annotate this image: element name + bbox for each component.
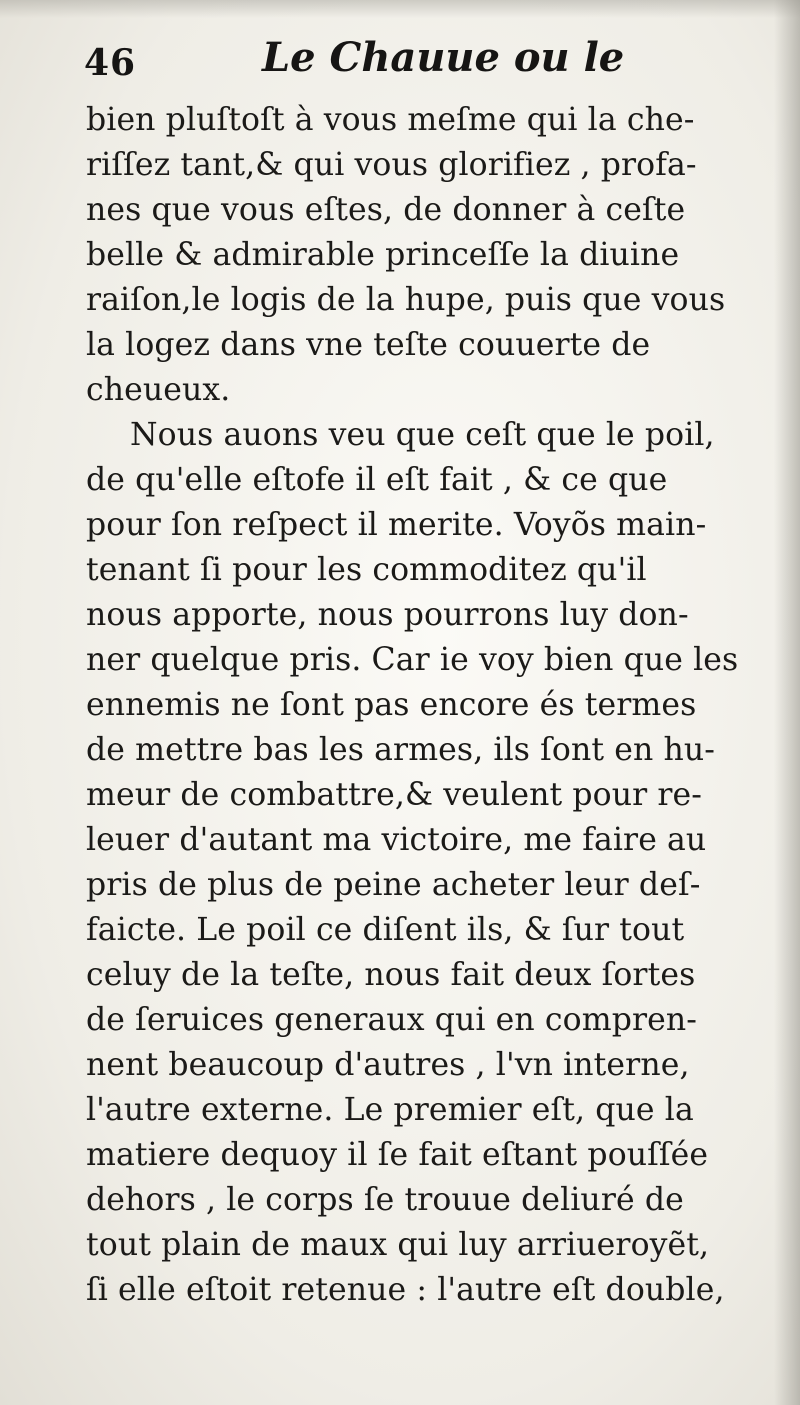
- text-line: cheueux.: [86, 372, 231, 408]
- text-line: matiere dequoy il ſe fait eſtant pouſſée: [86, 1137, 709, 1173]
- text-line: nous apporte, nous pourrons luy don-: [86, 597, 689, 633]
- text-line: faicte. Le poil ce diſent ils, & ſur tout: [86, 912, 685, 948]
- text-line: nes que vous eſtes, de donner à ceſte: [86, 192, 686, 228]
- text-line: riſſez tant,& qui vous glorifiez , profa-: [86, 147, 697, 183]
- text-line: belle & admirable princeſſe la diuine: [86, 237, 680, 273]
- text-line: de qu'elle eſtofe il eſt fait , & ce que: [86, 462, 668, 498]
- text-line: tenant ſi pour les commoditez qu'il: [86, 552, 647, 588]
- text-line: bien pluſtoſt à vous meſme qui la che-: [86, 102, 695, 138]
- scan-shadow-right: [774, 0, 800, 1405]
- text-line: de mettre bas les armes, ils ſont en hu-: [86, 732, 715, 768]
- page-header: [84, 30, 764, 92]
- text-line: meur de combattre,& veulent pour re-: [86, 777, 703, 813]
- text-line: celuy de la teſte, nous fait deux ſortes: [86, 957, 696, 993]
- text-line: ennemis ne ſont pas encore és termes: [86, 687, 697, 723]
- text-line: pour ſon reſpect il merite. Voyõs main-: [86, 507, 707, 543]
- paragraph-start-line: Nous auons veu que ceſt que le poil,: [130, 417, 715, 453]
- text-line: la logez dans vne teſte couuerte de: [86, 327, 651, 363]
- page-number: 46: [84, 42, 137, 84]
- text-line: nent beaucoup d'autres , l'vn interne,: [86, 1047, 690, 1083]
- text-line: leuer d'autant ma victoire, me faire au: [86, 822, 707, 858]
- text-line: ſi elle eſtoit retenue : l'autre eſt double,: [86, 1272, 725, 1308]
- text-line: de ſeruices generaux qui en compren-: [86, 1002, 697, 1038]
- body-text: [86, 98, 756, 1313]
- text-line: l'autre externe. Le premier eſt, que la: [86, 1092, 694, 1128]
- text-line: pris de plus de peine acheter leur deſ-: [86, 867, 701, 903]
- running-title: Le Chauue ou le: [262, 34, 625, 81]
- scan-shadow-top: [0, 0, 800, 18]
- text-line: ner quelque pris. Car ie voy bien que les: [86, 642, 739, 678]
- text-line: tout plain de maux qui luy arriueroyẽt,: [86, 1227, 710, 1263]
- text-line: dehors , le corps ſe trouue deliuré de: [86, 1182, 684, 1218]
- text-line: raiſon,le logis de la hupe, puis que vous: [86, 282, 726, 318]
